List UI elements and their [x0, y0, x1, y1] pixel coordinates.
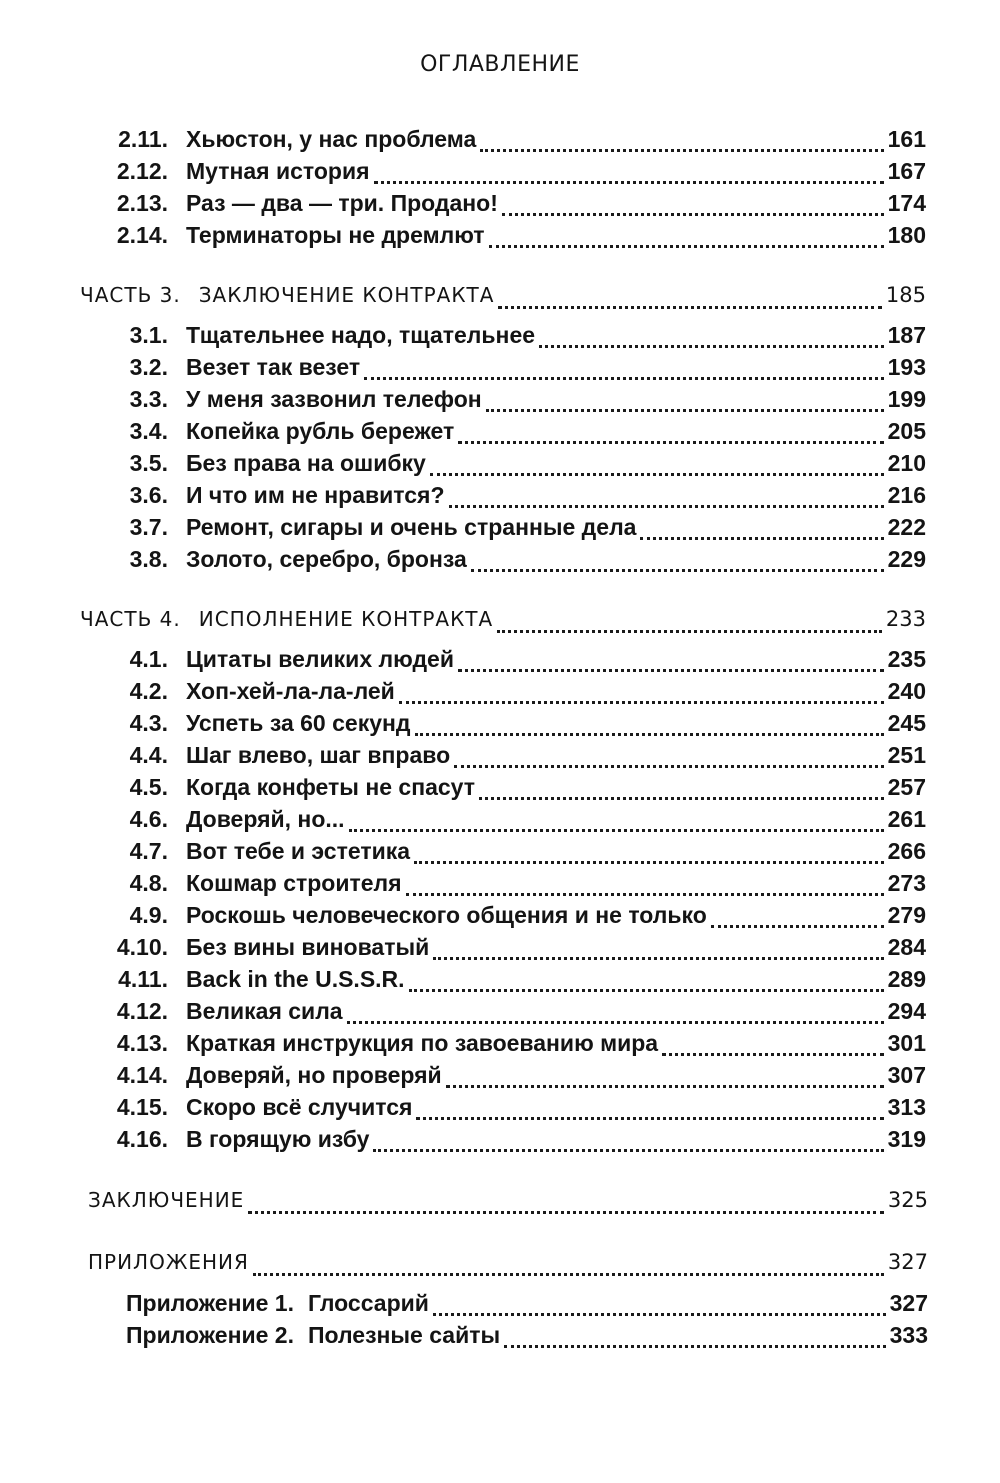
entry-number: 4.7. [129, 838, 168, 864]
part-number: ЧАСТЬ 4. [80, 607, 181, 631]
entry-number: 4.1. [129, 646, 168, 672]
entry-page: 307 [887, 1062, 926, 1088]
entry-title: Роскошь человеческого общения и не только [186, 902, 707, 928]
dot-leader [364, 377, 883, 380]
toc-entry[interactable] [100, 450, 926, 484]
entry-number: 4.11. [118, 966, 168, 992]
entry-title: У меня зазвонил телефон [186, 386, 482, 412]
part-title: ИСПОЛНЕНИЕ КОНТРАКТА [198, 607, 494, 631]
toc-entry[interactable] [126, 1290, 928, 1324]
entry-number: 4.3. [129, 710, 168, 736]
entry-number: 2.11. [118, 126, 168, 152]
part-number: ЧАСТЬ 3. [80, 283, 181, 307]
entry-page: 257 [887, 774, 926, 800]
entry-number: 3.1. [129, 322, 168, 348]
dot-leader [454, 765, 883, 768]
entry-number: 4.13. [116, 1030, 168, 1056]
dot-leader [504, 1345, 885, 1348]
entry-title: В горящую избу [186, 1126, 370, 1152]
entry-number: 4.2. [129, 678, 168, 704]
entry-page: 313 [887, 1094, 926, 1120]
entry-page: 284 [887, 934, 926, 960]
part-page: 185 [885, 283, 926, 307]
toc-entry[interactable] [100, 514, 926, 548]
dot-leader [415, 733, 884, 736]
entry-title: Краткая инструкция по завоеванию мира [186, 1030, 659, 1056]
toc-entry[interactable] [100, 418, 926, 452]
dot-leader [416, 1117, 883, 1120]
entry-title: Кошмар строителя [186, 870, 402, 896]
toc-entry[interactable] [100, 158, 926, 192]
dot-leader [458, 669, 884, 672]
entry-page: 161 [887, 126, 926, 152]
entry-number: 4.15. [116, 1094, 168, 1120]
entry-title: Терминаторы не дремлют [186, 222, 485, 248]
entry-title: Без права на ошибку [186, 450, 426, 476]
entry-title: Великая сила [186, 998, 343, 1024]
dot-leader [399, 701, 884, 704]
entry-number: 2.13. [116, 190, 168, 216]
entry-title: Везет так везет [186, 354, 361, 380]
dot-leader [497, 630, 882, 633]
dot-leader [489, 245, 884, 248]
entry-title: И что им не нравится? [186, 482, 445, 508]
dot-leader [409, 989, 884, 992]
dot-leader [414, 861, 884, 864]
toc-entry[interactable] [100, 222, 926, 256]
entry-page: 222 [887, 514, 926, 540]
entry-title: Хоп-хей-ла-ла-лей [186, 678, 395, 704]
toc-entry[interactable] [100, 322, 926, 356]
entry-title: Без вины виноватый [186, 934, 430, 960]
toc-entry[interactable] [100, 190, 926, 224]
part-title: ЗАКЛЮЧЕНИЕ [88, 1188, 245, 1212]
entry-number: 4.10. [116, 934, 168, 960]
entry-number: 3.5. [129, 450, 168, 476]
entry-number: 2.12. [116, 158, 168, 184]
entry-page: 205 [887, 418, 926, 444]
entry-title: Ремонт, сигары и очень странные дела [186, 514, 637, 540]
entry-page: 174 [887, 190, 926, 216]
entry-title: Цитаты великих людей [186, 646, 454, 672]
entry-number: 4.8. [129, 870, 168, 896]
entry-page: 229 [887, 546, 926, 572]
entry-title: Скоро всё случится [186, 1094, 413, 1120]
toc-entry[interactable] [100, 774, 926, 808]
toc-entry[interactable] [100, 126, 926, 160]
dot-leader [433, 957, 883, 960]
toc-entry[interactable] [100, 710, 926, 744]
dot-leader [248, 1211, 884, 1214]
entry-number: Приложение 1. [126, 1290, 294, 1316]
toc-entry[interactable] [100, 838, 926, 872]
dot-leader [430, 473, 884, 476]
entry-page: 273 [887, 870, 926, 896]
toc-entry[interactable] [100, 934, 926, 968]
dot-leader [662, 1053, 884, 1056]
toc-entry[interactable] [100, 806, 926, 840]
entry-page: 180 [887, 222, 926, 248]
dot-leader [349, 829, 884, 832]
dot-leader [406, 893, 884, 896]
toc-entry[interactable] [100, 386, 926, 420]
entry-number: 3.2. [129, 354, 168, 380]
entry-title: Мутная история [186, 158, 370, 184]
entry-number: 3.8. [129, 546, 168, 572]
entry-number: 3.6. [129, 482, 168, 508]
entry-title: Доверяй, но... [186, 806, 345, 832]
entry-title: Глоссарий [307, 1290, 429, 1316]
toc-entry[interactable] [100, 1062, 926, 1096]
dot-leader [373, 1149, 883, 1152]
entry-page: 167 [887, 158, 926, 184]
dot-leader [502, 213, 884, 216]
toc-entry[interactable] [100, 870, 926, 904]
entry-page: 240 [887, 678, 926, 704]
dot-leader [347, 1021, 884, 1024]
dot-leader [433, 1313, 886, 1316]
dot-leader [479, 797, 884, 800]
entry-page: 327 [889, 1290, 928, 1316]
entry-page: 294 [887, 998, 926, 1024]
toc-entry[interactable] [100, 354, 926, 388]
entry-number: 2.14. [116, 222, 168, 248]
dot-leader [498, 306, 881, 309]
entry-number: Приложение 2. [126, 1322, 294, 1348]
entry-number: 4.4. [129, 742, 168, 768]
entry-title: Полезные сайты [307, 1322, 501, 1348]
part-heading-4[interactable] [80, 607, 926, 641]
dot-leader [458, 441, 883, 444]
entry-title: Back in the U.S.S.R. [186, 966, 405, 992]
entry-number: 4.16. [116, 1126, 168, 1152]
entry-number: 4.6. [129, 806, 168, 832]
toc-entry[interactable] [100, 646, 926, 680]
entry-page: 319 [887, 1126, 926, 1152]
toc-entry[interactable] [100, 1126, 926, 1160]
entry-page: 245 [887, 710, 926, 736]
entry-page: 261 [887, 806, 926, 832]
entry-page: 251 [887, 742, 926, 768]
toc-entry[interactable] [100, 1094, 926, 1128]
entry-page: 301 [887, 1030, 926, 1056]
toc-entry[interactable] [100, 482, 926, 516]
toc-entry[interactable] [100, 678, 926, 712]
toc-entry[interactable] [126, 1322, 928, 1356]
dot-leader [471, 569, 884, 572]
entry-page: 289 [887, 966, 926, 992]
entry-number: 4.14. [116, 1062, 168, 1088]
dot-leader [480, 149, 883, 152]
part-title: ЗАКЛЮЧЕНИЕ КОНТРАКТА [198, 283, 495, 307]
entry-page: 187 [887, 322, 926, 348]
toc-entry[interactable] [100, 742, 926, 776]
entry-title: Когда конфеты не спасут [186, 774, 476, 800]
entry-number: 3.4. [129, 418, 168, 444]
dot-leader [253, 1273, 884, 1276]
entry-title: Золото, серебро, бронза [186, 546, 467, 572]
entry-page: 266 [887, 838, 926, 864]
entry-number: 4.12. [116, 998, 168, 1024]
part-page: 327 [887, 1250, 928, 1274]
entry-title: Копейка рубль бережет [186, 418, 455, 444]
part-page: 233 [885, 607, 926, 631]
entry-number: 4.9. [129, 902, 168, 928]
toc-entry[interactable] [100, 1030, 926, 1064]
entry-title: Хьюстон, у нас проблема [186, 126, 477, 152]
toc-entry[interactable] [100, 546, 926, 580]
part-page: 325 [887, 1188, 928, 1212]
part-title: ПРИЛОЖЕНИЯ [88, 1250, 249, 1274]
entry-page: 333 [889, 1322, 928, 1348]
toc-entry[interactable] [100, 902, 926, 936]
dot-leader [539, 345, 884, 348]
entry-page: 193 [887, 354, 926, 380]
entry-title: Шаг влево, шаг вправо [186, 742, 451, 768]
entry-title: Тщательнее надо, тщательнее [186, 322, 536, 348]
entry-page: 199 [887, 386, 926, 412]
entry-title: Доверяй, но проверяй [186, 1062, 442, 1088]
dot-leader [486, 409, 884, 412]
conclusion-heading[interactable] [88, 1188, 928, 1222]
entry-title: Успеть за 60 секунд [186, 710, 411, 736]
part-heading-3[interactable] [80, 283, 926, 317]
entry-number: 3.7. [129, 514, 168, 540]
entry-title: Раз — два — три. Продано! [186, 190, 498, 216]
entry-number: 4.5. [129, 774, 168, 800]
toc-entry[interactable] [100, 998, 926, 1032]
toc-entry[interactable] [100, 966, 926, 1000]
entry-page: 216 [887, 482, 926, 508]
dot-leader [446, 1085, 884, 1088]
dot-leader [449, 505, 884, 508]
entry-page: 279 [887, 902, 926, 928]
entry-page: 235 [887, 646, 926, 672]
entry-title: Вот тебе и эстетика [186, 838, 411, 864]
appendices-heading[interactable] [88, 1250, 928, 1284]
dot-leader [640, 537, 883, 540]
dot-leader [374, 181, 884, 184]
entry-number: 3.3. [129, 386, 168, 412]
entry-page: 210 [887, 450, 926, 476]
page-header: ОГЛАВЛЕНИЕ [420, 52, 580, 77]
dot-leader [711, 925, 884, 928]
